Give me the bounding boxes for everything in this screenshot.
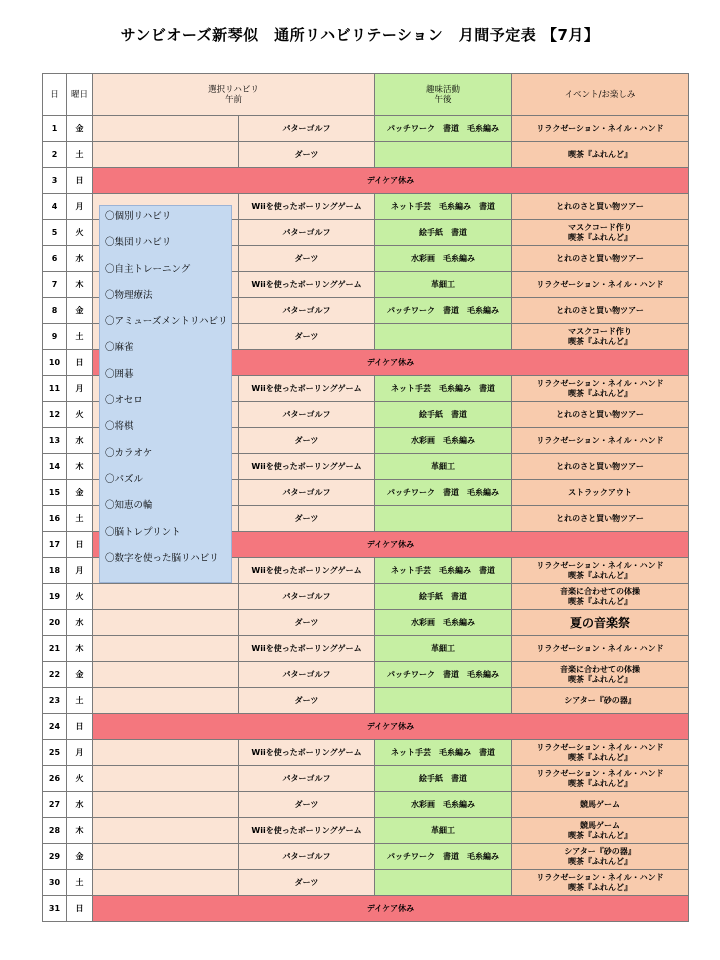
closed-label: デイケア休み [93,168,689,194]
morning-activity: パターゴルフ [239,766,375,792]
schedule-row [43,792,689,818]
menu-area-cell [93,662,239,688]
day-number: 18 [43,558,67,584]
weekday: 木 [67,272,93,298]
afternoon-hobby [375,870,512,896]
header-event: イベント/お楽しみ [512,74,689,116]
weekday: 水 [67,610,93,636]
afternoon-hobby: 絵手紙 書道 [375,584,512,610]
event-cell: リラクゼーション・ネイル・ハンド 喫茶『ふれんど』 [512,558,689,584]
afternoon-hobby: ネット手芸 毛糸編み 書道 [375,376,512,402]
day-number: 3 [43,168,67,194]
weekday: 土 [67,688,93,714]
schedule-row [43,870,689,896]
day-number: 27 [43,792,67,818]
morning-activity: パターゴルフ [239,662,375,688]
day-number: 20 [43,610,67,636]
day-number: 26 [43,766,67,792]
closed-label: デイケア休み [93,532,689,558]
event-cell: 夏の音楽祭 [512,610,689,636]
morning-activity: ダーツ [239,324,375,350]
afternoon-hobby: 水彩画 毛糸編み [375,246,512,272]
menu-item: 〇囲碁 [105,368,134,380]
morning-activity: パターゴルフ [239,480,375,506]
morning-activity: Wiiを使ったボーリングゲーム [239,454,375,480]
menu-area-cell [93,584,239,610]
closed-day-row [43,714,689,740]
event-cell: 競馬ゲーム [512,792,689,818]
event-cell: とれのさと買い物ツアー [512,194,689,220]
header-morning: 選択リハビリ 午前 [93,74,375,116]
morning-activity: Wiiを使ったボーリングゲーム [239,818,375,844]
weekday: 金 [67,662,93,688]
day-number: 29 [43,844,67,870]
day-number: 6 [43,246,67,272]
afternoon-hobby: パッチワーク 書道 毛糸編み [375,116,512,142]
day-number: 10 [43,350,67,376]
morning-activity: Wiiを使ったボーリングゲーム [239,194,375,220]
menu-item: 〇物理療法 [105,289,153,301]
weekday: 日 [67,350,93,376]
event-cell: リラクゼーション・ネイル・ハンド [512,272,689,298]
weekday: 月 [67,740,93,766]
afternoon-hobby [375,324,512,350]
morning-activity: ダーツ [239,142,375,168]
event-cell: とれのさと買い物ツアー [512,298,689,324]
event-cell: とれのさと買い物ツアー [512,454,689,480]
afternoon-hobby: ネット手芸 毛糸編み 書道 [375,740,512,766]
morning-activity: パターゴルフ [239,584,375,610]
weekday: 日 [67,532,93,558]
menu-area-cell [93,818,239,844]
day-number: 24 [43,714,67,740]
menu-area-cell [93,636,239,662]
menu-item: 〇脳トレプリント [105,526,181,538]
weekday: 水 [67,246,93,272]
event-cell: リラクゼーション・ネイル・ハンド [512,116,689,142]
schedule-row [43,740,689,766]
header-weekday: 曜日 [67,74,93,116]
closed-label: デイケア休み [93,714,689,740]
morning-activity: Wiiを使ったボーリングゲーム [239,558,375,584]
weekday: 火 [67,402,93,428]
menu-area-cell [93,792,239,818]
afternoon-hobby: パッチワーク 書道 毛糸編み [375,298,512,324]
menu-item: 〇将棋 [105,421,134,433]
event-cell: リラクゼーション・ネイル・ハンド [512,428,689,454]
morning-activity: Wiiを使ったボーリングゲーム [239,636,375,662]
menu-item: 〇アミューズメントリハビリ [105,316,228,328]
menu-item: 〇知恵の輪 [105,500,153,512]
morning-activity: パターゴルフ [239,220,375,246]
afternoon-hobby: 絵手紙 書道 [375,402,512,428]
morning-activity: Wiiを使ったボーリングゲーム [239,376,375,402]
afternoon-hobby [375,688,512,714]
morning-activity: パターゴルフ [239,298,375,324]
weekday: 木 [67,454,93,480]
menu-item: 〇パズル [105,473,144,485]
event-cell: とれのさと買い物ツアー [512,506,689,532]
event-cell: 喫茶『ふれんど』 [512,142,689,168]
menu-area-cell [93,844,239,870]
afternoon-hobby: ネット手芸 毛糸編み 書道 [375,558,512,584]
header-row [43,74,689,116]
schedule-row [43,116,689,142]
event-cell: 競馬ゲーム 喫茶『ふれんど』 [512,818,689,844]
day-number: 13 [43,428,67,454]
weekday: 日 [67,168,93,194]
closed-day-row [43,896,689,922]
menu-item: 〇個別リハビリ [105,211,172,222]
day-number: 4 [43,194,67,220]
schedule-row [43,766,689,792]
day-number: 14 [43,454,67,480]
morning-activity: パターゴルフ [239,402,375,428]
morning-activity: Wiiを使ったボーリングゲーム [239,272,375,298]
menu-item: 〇カラオケ [105,447,153,459]
day-number: 22 [43,662,67,688]
schedule-row [43,610,689,636]
day-number: 8 [43,298,67,324]
afternoon-hobby: 絵手紙 書道 [375,220,512,246]
afternoon-hobby: 革細工 [375,818,512,844]
schedule-row [43,636,689,662]
weekday: 日 [67,714,93,740]
schedule-row [43,662,689,688]
closed-label: デイケア休み [93,350,689,376]
afternoon-hobby [375,142,512,168]
weekday: 土 [67,142,93,168]
morning-activity: ダーツ [239,610,375,636]
menu-area-cell [93,766,239,792]
weekday: 土 [67,506,93,532]
afternoon-hobby: 水彩画 毛糸編み [375,610,512,636]
day-number: 7 [43,272,67,298]
menu-item: 〇集団リハビリ [105,237,172,249]
morning-activity: ダーツ [239,428,375,454]
weekday: 月 [67,558,93,584]
event-cell: 音楽に合わせての体操 喫茶『ふれんど』 [512,584,689,610]
menu-area-cell [93,870,239,896]
event-cell: とれのさと買い物ツアー [512,402,689,428]
day-number: 2 [43,142,67,168]
weekday: 土 [67,870,93,896]
event-cell: リラクゼーション・ネイル・ハンド 喫茶『ふれんど』 [512,766,689,792]
weekday: 木 [67,636,93,662]
day-number: 19 [43,584,67,610]
menu-item: 〇麻雀 [105,342,134,354]
day-number: 25 [43,740,67,766]
morning-activity: パターゴルフ [239,116,375,142]
morning-activity: ダーツ [239,688,375,714]
day-number: 31 [43,896,67,922]
weekday: 水 [67,792,93,818]
afternoon-hobby: 革細工 [375,454,512,480]
morning-activity: ダーツ [239,506,375,532]
day-number: 30 [43,870,67,896]
afternoon-hobby: 革細工 [375,272,512,298]
schedule-row [43,688,689,714]
event-cell: 音楽に合わせての体操 喫茶『ふれんど』 [512,662,689,688]
afternoon-hobby: パッチワーク 書道 毛糸編み [375,844,512,870]
day-number: 15 [43,480,67,506]
header-day: 日 [43,74,67,116]
morning-activity: ダーツ [239,246,375,272]
weekday: 火 [67,584,93,610]
day-number: 21 [43,636,67,662]
day-number: 5 [43,220,67,246]
event-cell: リラクゼーション・ネイル・ハンド 喫茶『ふれんど』 [512,740,689,766]
afternoon-hobby [375,506,512,532]
weekday: 月 [67,194,93,220]
afternoon-hobby: パッチワーク 書道 毛糸編み [375,480,512,506]
weekday: 火 [67,220,93,246]
day-number: 12 [43,402,67,428]
event-cell: リラクゼーション・ネイル・ハンド 喫茶『ふれんど』 [512,376,689,402]
menu-item: 〇数字を使った脳リハビリ [105,552,219,564]
day-number: 28 [43,818,67,844]
weekday: 土 [67,324,93,350]
afternoon-hobby: パッチワーク 書道 毛糸編み [375,662,512,688]
day-number: 11 [43,376,67,402]
weekday: 金 [67,116,93,142]
morning-activity: ダーツ [239,870,375,896]
menu-item: 〇オセロ [105,395,143,407]
morning-activity: Wiiを使ったボーリングゲーム [239,740,375,766]
afternoon-hobby: ネット手芸 毛糸編み 書道 [375,194,512,220]
weekday: 金 [67,298,93,324]
event-cell: シアター『砂の器』 [512,688,689,714]
event-cell: シアター『砂の器』 喫茶『ふれんど』 [512,844,689,870]
event-cell: とれのさと買い物ツアー [512,246,689,272]
event-cell: リラクゼーション・ネイル・ハンド 喫茶『ふれんど』 [512,870,689,896]
day-number: 17 [43,532,67,558]
menu-item: 〇自主トレーニング [105,263,191,275]
event-cell: ストラックアウト [512,480,689,506]
afternoon-hobby: 水彩画 毛糸編み [375,792,512,818]
day-number: 9 [43,324,67,350]
menu-area-cell [93,116,239,142]
weekday: 金 [67,844,93,870]
closed-label: デイケア休み [93,896,689,922]
header-afternoon: 趣味活動 午後 [375,74,512,116]
weekday: 月 [67,376,93,402]
morning-activity: ダーツ [239,792,375,818]
event-cell: マスクコード作り 喫茶『ふれんど』 [512,220,689,246]
schedule-row [43,844,689,870]
page-title: サンビオーズ新琴似 通所リハビリテーション 月間予定表 【7月】 [120,26,600,44]
weekday: 木 [67,818,93,844]
weekday: 火 [67,766,93,792]
menu-area-cell [93,688,239,714]
day-number: 1 [43,116,67,142]
schedule-row [43,584,689,610]
menu-area-cell [93,142,239,168]
event-cell: リラクゼーション・ネイル・ハンド [512,636,689,662]
menu-area-cell [93,610,239,636]
morning-activity: パターゴルフ [239,844,375,870]
rehab-menu-list [99,205,232,583]
closed-day-row [43,168,689,194]
menu-area-cell [93,740,239,766]
event-cell: マスクコード作り 喫茶『ふれんど』 [512,324,689,350]
day-number: 16 [43,506,67,532]
weekday: 日 [67,896,93,922]
afternoon-hobby: 革細工 [375,636,512,662]
weekday: 水 [67,428,93,454]
afternoon-hobby: 水彩画 毛糸編み [375,428,512,454]
afternoon-hobby: 絵手紙 書道 [375,766,512,792]
day-number: 23 [43,688,67,714]
weekday: 金 [67,480,93,506]
schedule-row [43,142,689,168]
schedule-row [43,818,689,844]
